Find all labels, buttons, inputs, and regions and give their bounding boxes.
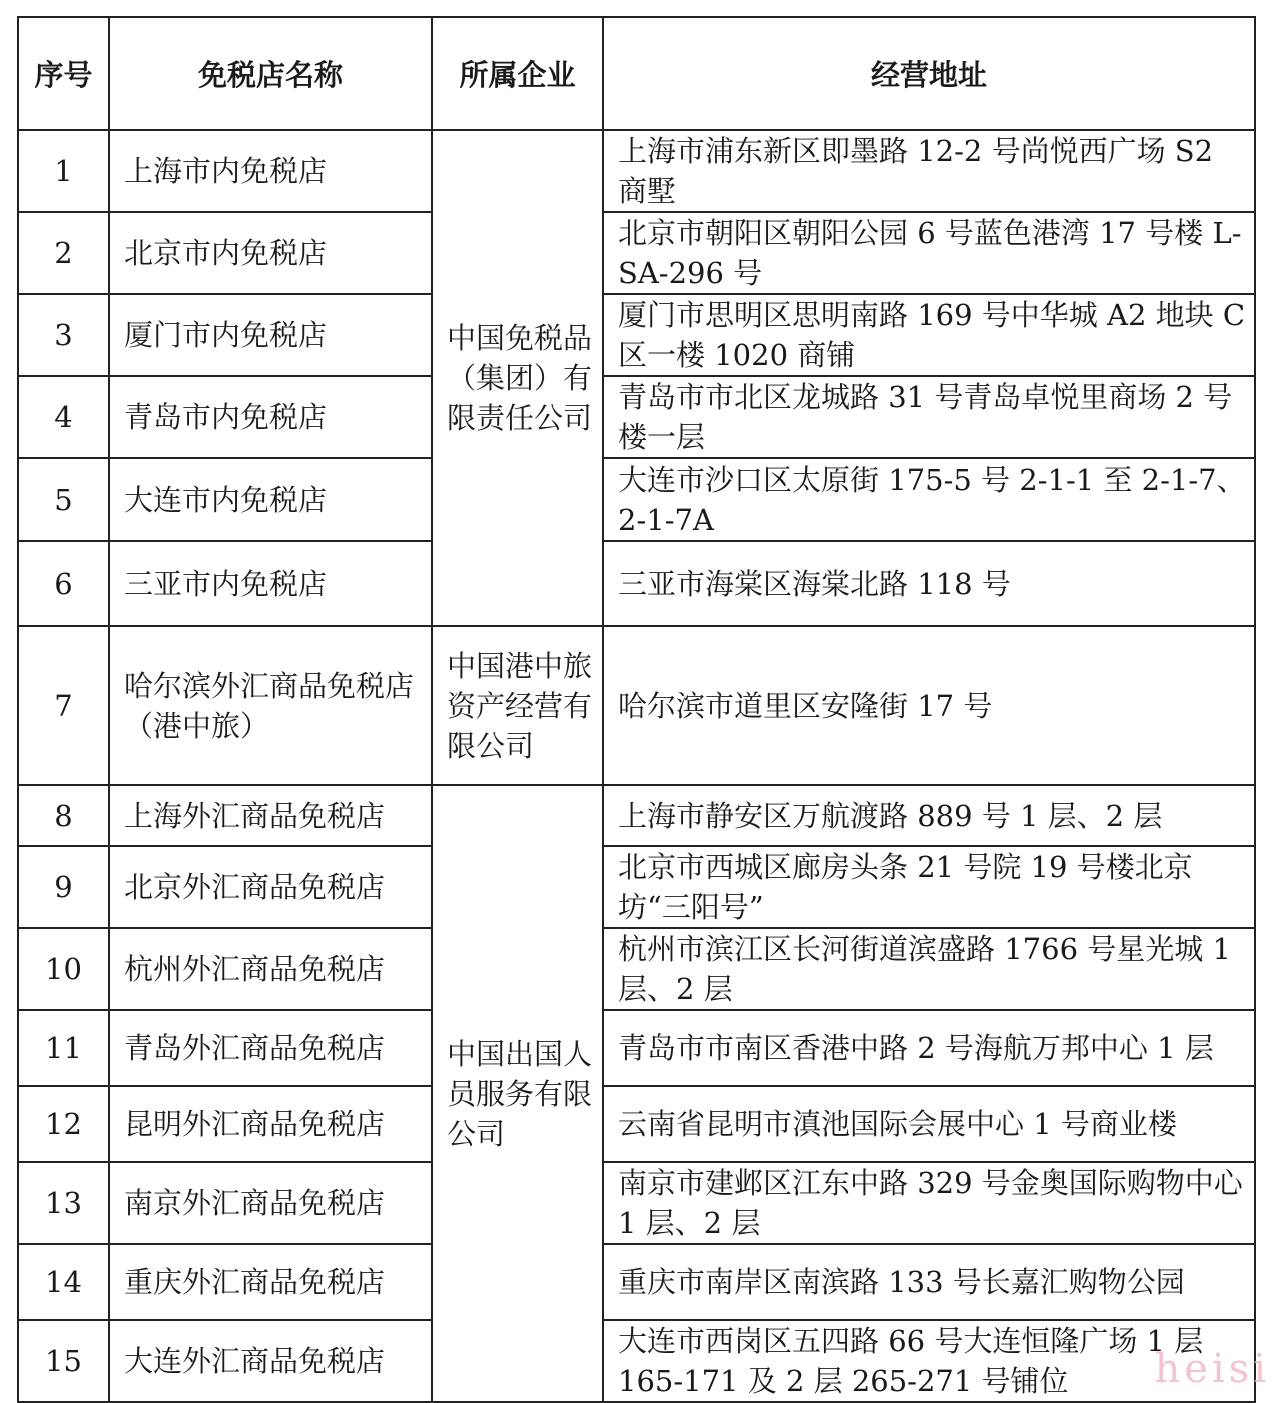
table-row — [18, 458, 1255, 541]
row-index: 13 — [18, 1162, 109, 1244]
store-name: 南京外汇商品免税店 — [109, 1162, 432, 1244]
store-address: 青岛市市南区香港中路 2 号海航万邦中心 1 层 — [603, 1010, 1255, 1086]
header-address: 经营地址 — [603, 17, 1255, 130]
row-index: 12 — [18, 1086, 109, 1162]
table-row — [18, 928, 1255, 1010]
row-index: 10 — [18, 928, 109, 1010]
store-address: 青岛市市北区龙城路 31 号青岛卓悦里商场 2 号楼一层 — [603, 376, 1255, 458]
table-row — [18, 626, 1255, 785]
row-index: 7 — [18, 626, 109, 785]
store-address: 云南省昆明市滇池国际会展中心 1 号商业楼 — [603, 1086, 1255, 1162]
store-name: 北京外汇商品免税店 — [109, 846, 432, 928]
store-address: 北京市西城区廊房头条 21 号院 19 号楼北京坊“三阳号” — [603, 846, 1255, 928]
table-row — [18, 376, 1255, 458]
table-row — [18, 846, 1255, 928]
store-name: 上海市内免税店 — [109, 130, 432, 212]
row-index: 9 — [18, 846, 109, 928]
store-name: 青岛市内免税店 — [109, 376, 432, 458]
row-index: 3 — [18, 294, 109, 376]
table-row — [18, 212, 1255, 294]
store-name: 杭州外汇商品免税店 — [109, 928, 432, 1010]
store-address: 大连市西岗区五四路 66 号大连恒隆广场 1 层 165-171 及 2 层 265-271 号铺位 — [603, 1320, 1255, 1402]
company-name: 中国港中旅资产经营有限公司 — [432, 626, 603, 785]
table-row — [18, 294, 1255, 376]
table-row — [18, 130, 1255, 212]
store-name: 大连外汇商品免税店 — [109, 1320, 432, 1402]
store-address: 哈尔滨市道里区安隆街 17 号 — [603, 626, 1255, 785]
table-row — [18, 1244, 1255, 1320]
store-name: 青岛外汇商品免税店 — [109, 1010, 432, 1086]
store-address: 厦门市思明区思明南路 169 号中华城 A2 地块 C 区一楼 1020 商铺 — [603, 294, 1255, 376]
store-address: 上海市静安区万航渡路 889 号 1 层、2 层 — [603, 785, 1255, 846]
row-index: 1 — [18, 130, 109, 212]
store-name: 哈尔滨外汇商品免税店（港中旅） — [109, 626, 432, 785]
row-index: 2 — [18, 212, 109, 294]
table-row — [18, 541, 1255, 626]
row-index: 14 — [18, 1244, 109, 1320]
table-row — [18, 1162, 1255, 1244]
store-address: 大连市沙口区太原街 175-5 号 2-1-1 至 2-1-7、2-1-7A — [603, 458, 1255, 541]
watermark: heisi — [1154, 1346, 1270, 1392]
table-row — [18, 1086, 1255, 1162]
store-address: 上海市浦东新区即墨路 12-2 号尚悦西广场 S2 商墅 — [603, 130, 1255, 212]
store-address: 三亚市海棠区海棠北路 118 号 — [603, 541, 1255, 626]
store-name: 北京市内免税店 — [109, 212, 432, 294]
company-name: 中国免税品（集团）有限责任公司 — [432, 130, 603, 626]
company-name: 中国出国人员服务有限公司 — [432, 785, 603, 1402]
table-header-row — [18, 17, 1255, 130]
row-index: 6 — [18, 541, 109, 626]
store-address: 南京市建邺区江东中路 329 号金奥国际购物中心 1 层、2 层 — [603, 1162, 1255, 1244]
row-index: 4 — [18, 376, 109, 458]
table-row — [18, 785, 1255, 846]
store-name: 昆明外汇商品免税店 — [109, 1086, 432, 1162]
store-address: 北京市朝阳区朝阳公园 6 号蓝色港湾 17 号楼 L-SA-296 号 — [603, 212, 1255, 294]
row-index: 11 — [18, 1010, 109, 1086]
store-name: 上海外汇商品免税店 — [109, 785, 432, 846]
duty-free-store-table — [17, 16, 1256, 1403]
store-name: 大连市内免税店 — [109, 458, 432, 541]
store-name: 重庆外汇商品免税店 — [109, 1244, 432, 1320]
store-name: 厦门市内免税店 — [109, 294, 432, 376]
store-address: 重庆市南岸区南滨路 133 号长嘉汇购物公园 — [603, 1244, 1255, 1320]
store-name: 三亚市内免税店 — [109, 541, 432, 626]
header-index: 序号 — [18, 17, 109, 130]
header-company: 所属企业 — [432, 17, 603, 130]
store-address: 杭州市滨江区长河街道滨盛路 1766 号星光城 1 层、2 层 — [603, 928, 1255, 1010]
table-row — [18, 1010, 1255, 1086]
row-index: 5 — [18, 458, 109, 541]
header-store-name: 免税店名称 — [109, 17, 432, 130]
row-index: 8 — [18, 785, 109, 846]
table-row — [18, 1320, 1255, 1402]
row-index: 15 — [18, 1320, 109, 1402]
